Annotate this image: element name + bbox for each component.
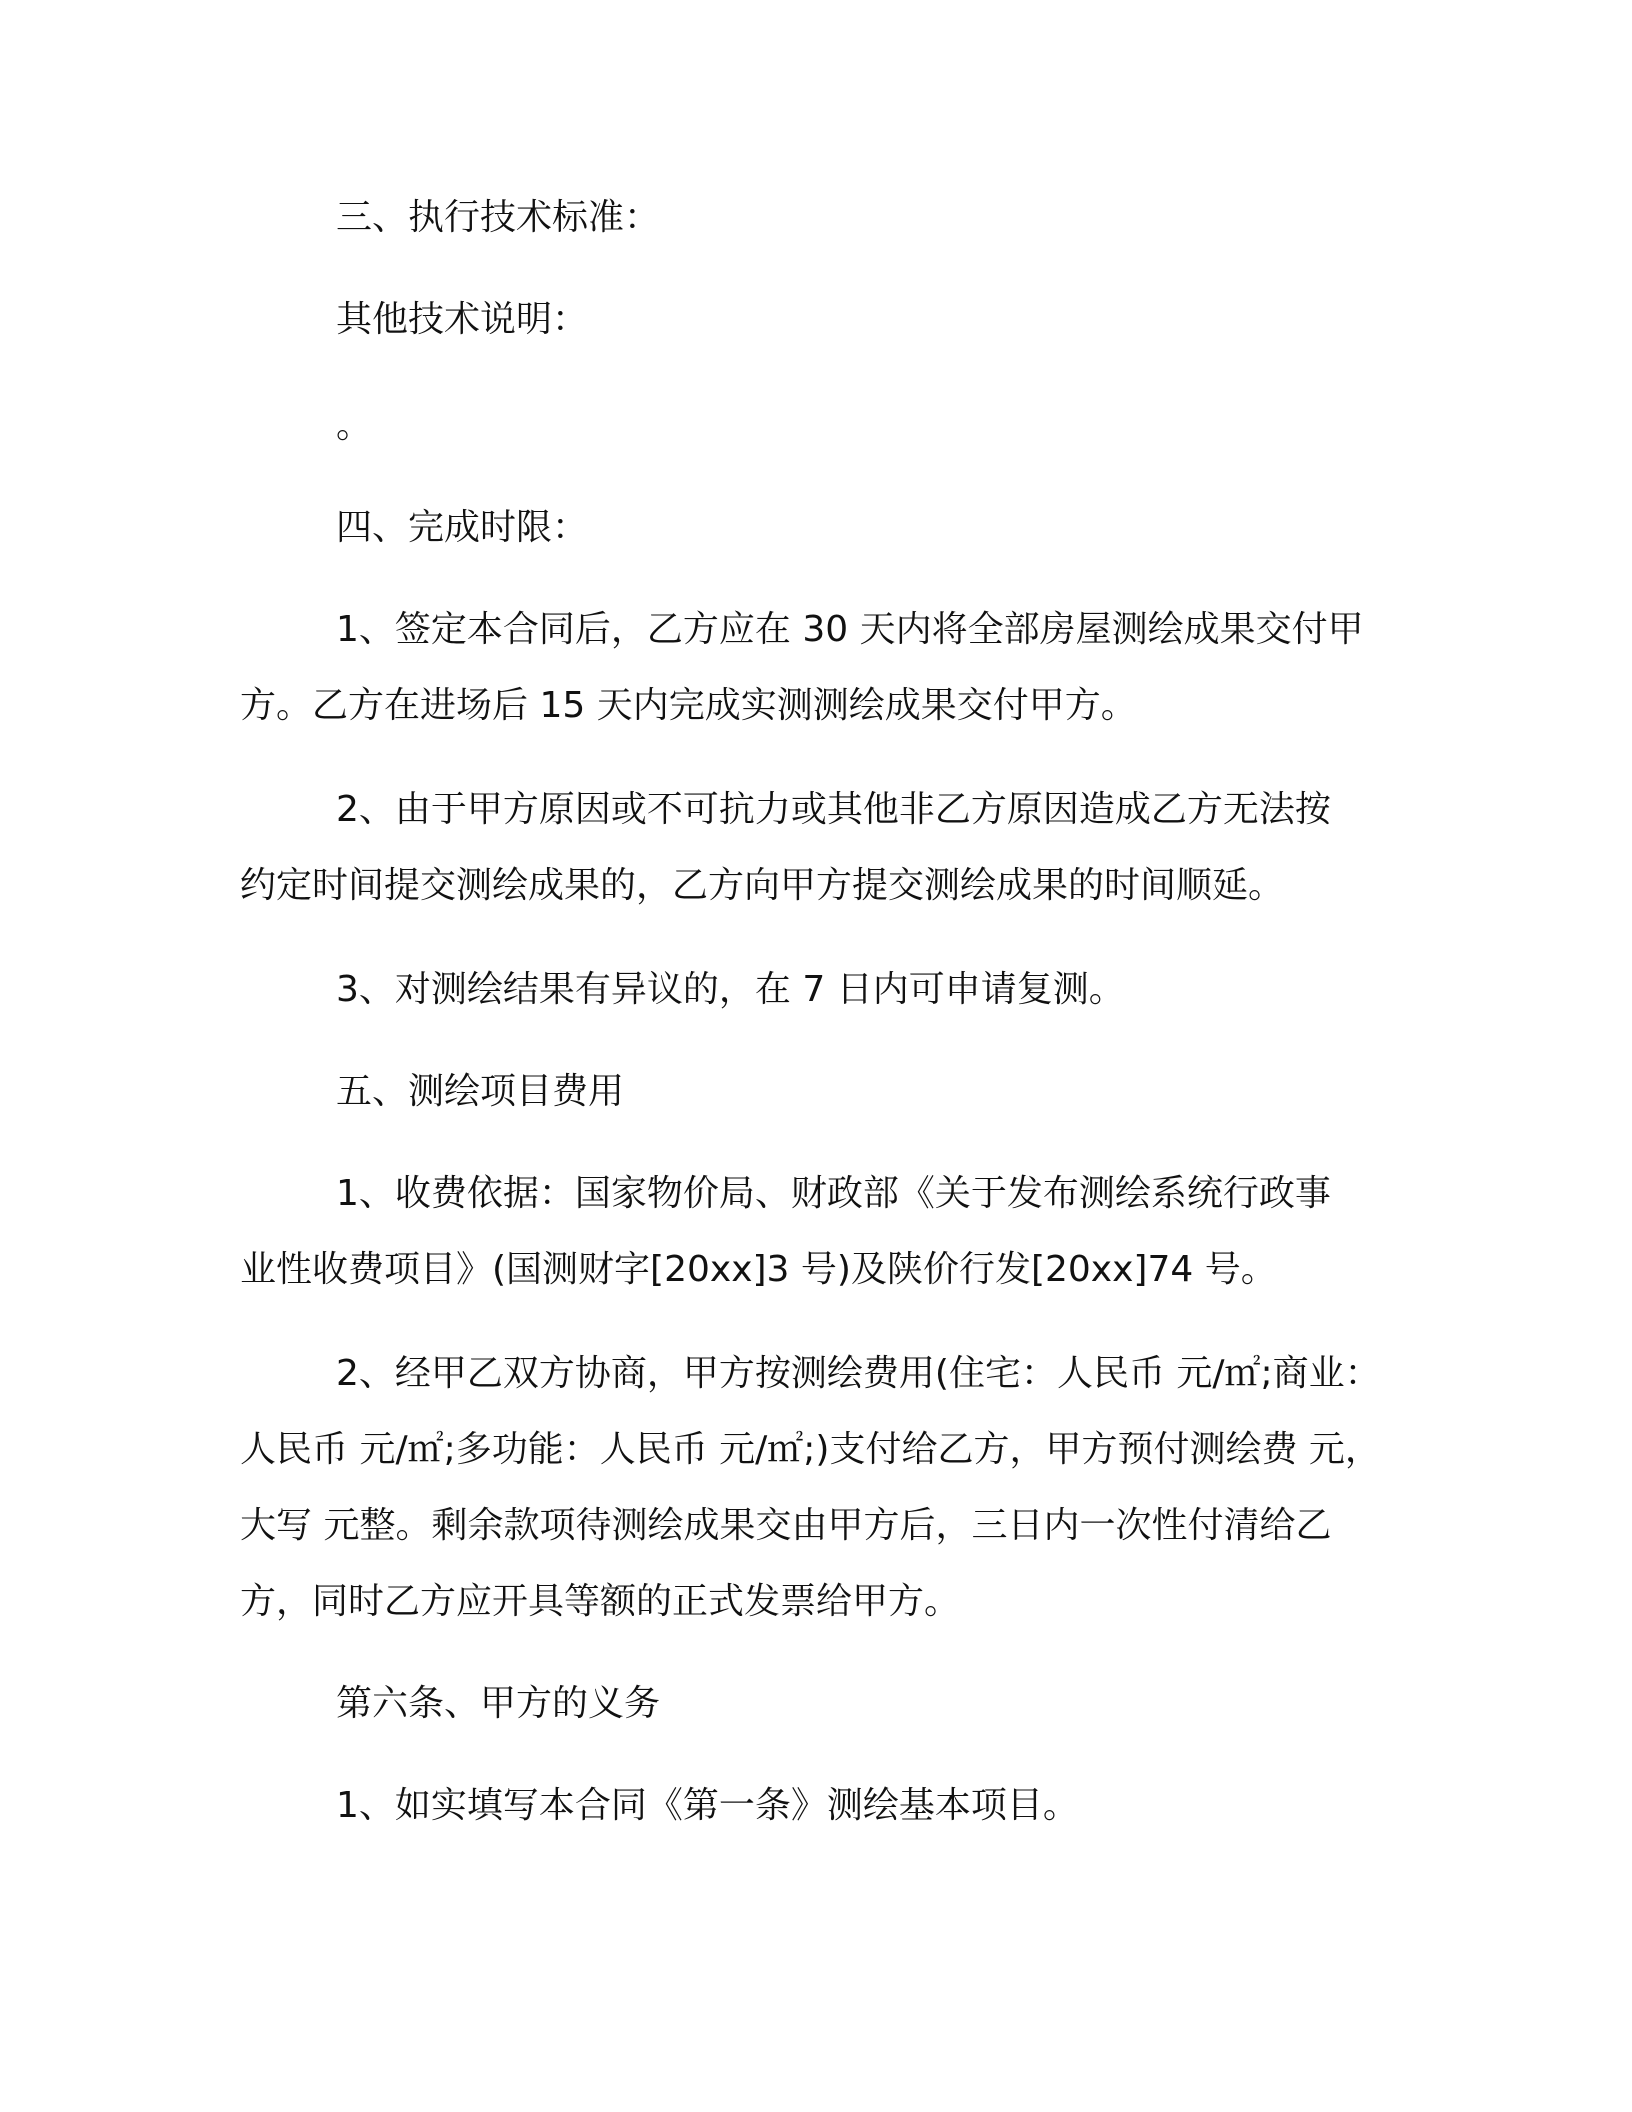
section-heading-fees: 五、测绘项目费用 bbox=[336, 1071, 625, 1112]
paragraph-other-tech: 其他技术说明： bbox=[336, 299, 589, 340]
section-heading-party-a-obligations: 第六条、甲方的义务 bbox=[336, 1683, 661, 1724]
clause-4-3: 3、对测绘结果有异议的，在 7 日内可申请复测。 bbox=[336, 969, 1125, 1010]
clause-4-2-line-2: 约定时间提交测绘成果的，乙方向甲方提交测绘成果的时间顺延。 bbox=[240, 865, 1285, 906]
clause-6-1: 1、如实填写本合同《第一条》测绘基本项目。 bbox=[336, 1785, 1079, 1826]
section-heading-deadline: 四、完成时限： bbox=[336, 507, 589, 548]
clause-5-2-line-1: 2、经甲乙双方协商，甲方按测绘费用(住宅：人民币 元/㎡;商业： bbox=[336, 1353, 1381, 1394]
clause-5-2-line-3: 大写 元整。剩余款项待测绘成果交由甲方后，三日内一次性付清给乙 bbox=[240, 1505, 1332, 1546]
clause-5-2-line-4: 方，同时乙方应开具等额的正式发票给甲方。 bbox=[240, 1581, 961, 1622]
section-heading-standards: 三、执行技术标准： bbox=[336, 197, 661, 238]
clause-5-2-line-2: 人民币 元/㎡;多功能：人民币 元/㎡;)支付给乙方，甲方预付测绘费 元， bbox=[240, 1429, 1381, 1470]
clause-5-1-line-1: 1、收费依据：国家物价局、财政部《关于发布测绘系统行政事 bbox=[336, 1173, 1331, 1214]
clause-5-1-line-2: 业性收费项目》(国测财字[20xx]3 号)及陕价行发[20xx]74 号。 bbox=[240, 1249, 1277, 1290]
clause-4-1-line-2: 方。乙方在进场后 15 天内完成实测测绘成果交付甲方。 bbox=[240, 685, 1137, 726]
clause-4-2-line-1: 2、由于甲方原因或不可抗力或其他非乙方原因造成乙方无法按 bbox=[336, 789, 1331, 830]
clause-4-1-line-1: 1、签定本合同后，乙方应在 30 天内将全部房屋测绘成果交付甲 bbox=[336, 609, 1364, 650]
paragraph-period: 。 bbox=[336, 405, 373, 446]
